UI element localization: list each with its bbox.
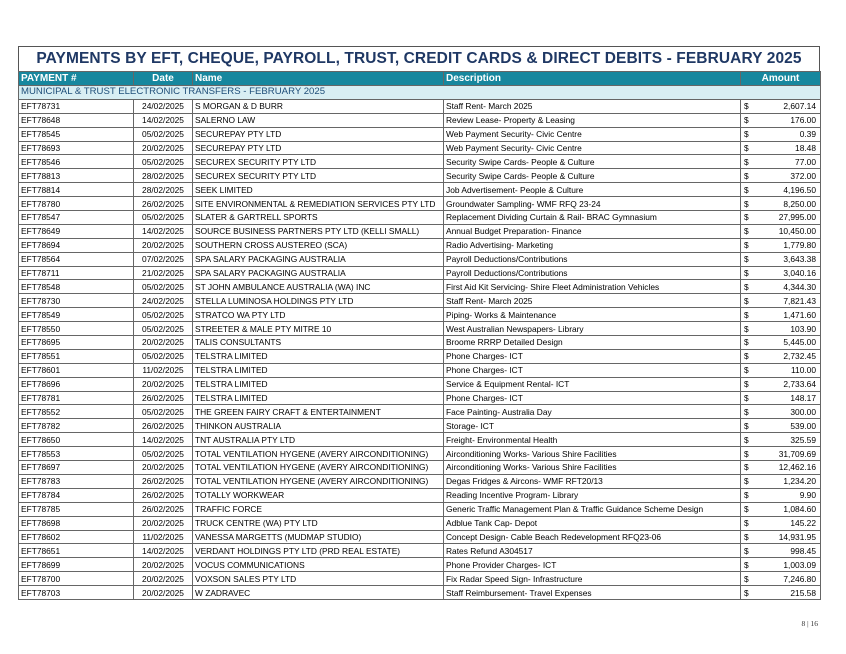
date-cell: 14/02/2025	[134, 113, 193, 127]
name-cell: VOCUS COMMUNICATIONS	[193, 558, 444, 572]
col-header-amount: Amount	[741, 72, 821, 86]
table-row	[19, 433, 821, 447]
date-cell: 05/02/2025	[134, 322, 193, 336]
name-cell: VERDANT HOLDINGS PTY LTD (PRD REAL ESTATE)	[193, 544, 444, 558]
name-cell: TOTAL VENTILATION HYGENE (AVERY AIRCONDITIONING)	[193, 447, 444, 461]
name-cell: TRUCK CENTRE (WA) PTY LTD	[193, 516, 444, 530]
date-cell: 05/02/2025	[134, 280, 193, 294]
date-cell: 26/02/2025	[134, 474, 193, 488]
payment-id-cell: EFT78651	[19, 544, 134, 558]
payment-id-cell: EFT78711	[19, 266, 134, 280]
name-cell: SPA SALARY PACKAGING AUSTRALIA	[193, 252, 444, 266]
date-cell: 26/02/2025	[134, 419, 193, 433]
payment-id-cell: EFT78785	[19, 502, 134, 516]
name-cell: SECUREPAY PTY LTD	[193, 127, 444, 141]
date-cell: 07/02/2025	[134, 252, 193, 266]
currency-cell: $	[741, 211, 759, 225]
payment-id-cell: EFT78781	[19, 391, 134, 405]
name-cell: THE GREEN FAIRY CRAFT & ENTERTAINMENT	[193, 405, 444, 419]
description-cell: Phone Provider Charges- ICT	[444, 558, 741, 572]
name-cell: SECUREX SECURITY PTY LTD	[193, 169, 444, 183]
section-title: MUNICIPAL & TRUST ELECTRONIC TRANSFERS - FEBRUARY 2025	[19, 86, 821, 100]
currency-cell: $	[741, 474, 759, 488]
name-cell: TOTAL VENTILATION HYGENE (AVERY AIRCONDITIONING)	[193, 474, 444, 488]
currency-cell: $	[741, 238, 759, 252]
amount-cell: 2,607.14	[759, 99, 821, 113]
currency-cell: $	[741, 363, 759, 377]
date-cell: 28/02/2025	[134, 169, 193, 183]
currency-cell: $	[741, 294, 759, 308]
description-cell: Replacement Dividing Curtain & Rail- BRAC Gymnasium	[444, 211, 741, 225]
name-cell: TOTAL VENTILATION HYGENE (AVERY AIRCONDITIONING)	[193, 461, 444, 475]
table-row	[19, 211, 821, 225]
date-cell: 05/02/2025	[134, 127, 193, 141]
description-cell: Web Payment Security- Civic Centre	[444, 127, 741, 141]
description-cell: Payroll Deductions/Contributions	[444, 252, 741, 266]
name-cell: STREETER & MALE PTY MITRE 10	[193, 322, 444, 336]
amount-cell: 1,003.09	[759, 558, 821, 572]
currency-cell: $	[741, 280, 759, 294]
description-cell: Phone Charges- ICT	[444, 391, 741, 405]
table-row	[19, 169, 821, 183]
payment-id-cell: EFT78814	[19, 183, 134, 197]
name-cell: TRAFFIC FORCE	[193, 502, 444, 516]
amount-cell: 4,196.50	[759, 183, 821, 197]
payment-id-cell: EFT78693	[19, 141, 134, 155]
date-cell: 20/02/2025	[134, 586, 193, 600]
amount-cell: 148.17	[759, 391, 821, 405]
payment-id-cell: EFT78552	[19, 405, 134, 419]
amount-cell: 1,779.80	[759, 238, 821, 252]
table-row	[19, 99, 821, 113]
currency-cell: $	[741, 224, 759, 238]
currency-cell: $	[741, 349, 759, 363]
name-cell: VOXSON SALES PTY LTD	[193, 572, 444, 586]
amount-cell: 14,931.95	[759, 530, 821, 544]
currency-cell: $	[741, 488, 759, 502]
currency-cell: $	[741, 419, 759, 433]
currency-cell: $	[741, 377, 759, 391]
table-row	[19, 502, 821, 516]
amount-cell: 372.00	[759, 169, 821, 183]
currency-cell: $	[741, 252, 759, 266]
date-cell: 20/02/2025	[134, 377, 193, 391]
table-row	[19, 127, 821, 141]
amount-cell: 0.39	[759, 127, 821, 141]
payment-id-cell: EFT78649	[19, 224, 134, 238]
description-cell: Review Lease- Property & Leasing	[444, 113, 741, 127]
table-row	[19, 308, 821, 322]
description-cell: Reading Incentive Program- Library	[444, 488, 741, 502]
date-cell: 14/02/2025	[134, 544, 193, 558]
amount-cell: 7,246.80	[759, 572, 821, 586]
name-cell: SOUTHERN CROSS AUSTEREO (SCA)	[193, 238, 444, 252]
date-cell: 28/02/2025	[134, 183, 193, 197]
amount-cell: 300.00	[759, 405, 821, 419]
description-cell: Staff Rent- March 2025	[444, 99, 741, 113]
table-row	[19, 113, 821, 127]
description-cell: Generic Traffic Management Plan & Traffic Guidance Scheme Design	[444, 502, 741, 516]
date-cell: 20/02/2025	[134, 336, 193, 350]
name-cell: S MORGAN & D BURR	[193, 99, 444, 113]
amount-cell: 8,250.00	[759, 197, 821, 211]
table-row	[19, 572, 821, 586]
description-cell: Security Swipe Cards- People & Culture	[444, 169, 741, 183]
description-cell: Airconditioning Works- Various Shire Facilities	[444, 447, 741, 461]
description-cell: Job Advertisement- People & Culture	[444, 183, 741, 197]
date-cell: 14/02/2025	[134, 224, 193, 238]
section-row	[19, 86, 821, 100]
payment-id-cell: EFT78550	[19, 322, 134, 336]
name-cell: THINKON AUSTRALIA	[193, 419, 444, 433]
amount-cell: 215.58	[759, 586, 821, 600]
date-cell: 11/02/2025	[134, 530, 193, 544]
payment-id-cell: EFT78601	[19, 363, 134, 377]
table-row	[19, 391, 821, 405]
table-row	[19, 197, 821, 211]
payment-id-cell: EFT78548	[19, 280, 134, 294]
description-cell: Phone Charges- ICT	[444, 363, 741, 377]
amount-cell: 998.45	[759, 544, 821, 558]
payment-id-cell: EFT78783	[19, 474, 134, 488]
table-row	[19, 447, 821, 461]
amount-cell: 18.48	[759, 141, 821, 155]
name-cell: STRATCO WA PTY LTD	[193, 308, 444, 322]
currency-cell: $	[741, 155, 759, 169]
payment-id-cell: EFT78784	[19, 488, 134, 502]
date-cell: 05/02/2025	[134, 308, 193, 322]
amount-cell: 2,733.64	[759, 377, 821, 391]
date-cell: 14/02/2025	[134, 433, 193, 447]
name-cell: STELLA LUMINOSA HOLDINGS PTY LTD	[193, 294, 444, 308]
payment-id-cell: EFT78553	[19, 447, 134, 461]
table-row	[19, 586, 821, 600]
table-row	[19, 544, 821, 558]
amount-cell: 31,709.69	[759, 447, 821, 461]
payment-id-cell: EFT78551	[19, 349, 134, 363]
date-cell: 05/02/2025	[134, 349, 193, 363]
payment-id-cell: EFT78780	[19, 197, 134, 211]
description-cell: Security Swipe Cards- People & Culture	[444, 155, 741, 169]
payments-report	[18, 46, 820, 600]
payment-id-cell: EFT78546	[19, 155, 134, 169]
amount-cell: 4,344.30	[759, 280, 821, 294]
name-cell: TNT AUSTRALIA PTY LTD	[193, 433, 444, 447]
col-header-payment: PAYMENT #	[19, 72, 134, 86]
amount-cell: 2,732.45	[759, 349, 821, 363]
amount-cell: 27,995.00	[759, 211, 821, 225]
table-row	[19, 294, 821, 308]
name-cell: TELSTRA LIMITED	[193, 377, 444, 391]
payment-id-cell: EFT78695	[19, 336, 134, 350]
payment-id-cell: EFT78694	[19, 238, 134, 252]
name-cell: SITE ENVIRONMENTAL & REMEDIATION SERVICES PTY LTD	[193, 197, 444, 211]
currency-cell: $	[741, 586, 759, 600]
name-cell: TALIS CONSULTANTS	[193, 336, 444, 350]
table-row	[19, 224, 821, 238]
currency-cell: $	[741, 99, 759, 113]
currency-cell: $	[741, 447, 759, 461]
name-cell: SECUREPAY PTY LTD	[193, 141, 444, 155]
currency-cell: $	[741, 169, 759, 183]
payment-id-cell: EFT78697	[19, 461, 134, 475]
amount-cell: 110.00	[759, 363, 821, 377]
currency-cell: $	[741, 391, 759, 405]
col-header-description: Description	[444, 72, 741, 86]
description-cell: Staff Reimbursement- Travel Expenses	[444, 586, 741, 600]
description-cell: West Australian Newspapers- Library	[444, 322, 741, 336]
date-cell: 05/02/2025	[134, 211, 193, 225]
date-cell: 20/02/2025	[134, 558, 193, 572]
amount-cell: 1,234.20	[759, 474, 821, 488]
description-cell: Freight- Environmental Health	[444, 433, 741, 447]
date-cell: 05/02/2025	[134, 155, 193, 169]
currency-cell: $	[741, 141, 759, 155]
amount-cell: 9.90	[759, 488, 821, 502]
table-row	[19, 322, 821, 336]
report-title: PAYMENTS BY EFT, CHEQUE, PAYROLL, TRUST, CREDIT CARDS & DIRECT DEBITS - FEBRUARY 2025	[18, 46, 820, 71]
table-row	[19, 474, 821, 488]
description-cell: Annual Budget Preparation- Finance	[444, 224, 741, 238]
currency-cell: $	[741, 502, 759, 516]
date-cell: 11/02/2025	[134, 363, 193, 377]
table-row	[19, 377, 821, 391]
date-cell: 24/02/2025	[134, 99, 193, 113]
date-cell: 05/02/2025	[134, 405, 193, 419]
table-row	[19, 516, 821, 530]
amount-cell: 1,084.60	[759, 502, 821, 516]
amount-cell: 103.90	[759, 322, 821, 336]
currency-cell: $	[741, 530, 759, 544]
name-cell: ST JOHN AMBULANCE AUSTRALIA (WA) INC	[193, 280, 444, 294]
table-row	[19, 252, 821, 266]
description-cell: Storage- ICT	[444, 419, 741, 433]
currency-cell: $	[741, 433, 759, 447]
table-row	[19, 141, 821, 155]
name-cell: SECUREX SECURITY PTY LTD	[193, 155, 444, 169]
name-cell: SALERNO LAW	[193, 113, 444, 127]
currency-cell: $	[741, 558, 759, 572]
name-cell: SOURCE BUSINESS PARTNERS PTY LTD (KELLI SMALL)	[193, 224, 444, 238]
currency-cell: $	[741, 572, 759, 586]
description-cell: Radio Advertising- Marketing	[444, 238, 741, 252]
description-cell: Web Payment Security- Civic Centre	[444, 141, 741, 155]
payment-id-cell: EFT78648	[19, 113, 134, 127]
payment-id-cell: EFT78696	[19, 377, 134, 391]
date-cell: 20/02/2025	[134, 516, 193, 530]
amount-cell: 3,040.16	[759, 266, 821, 280]
payment-id-cell: EFT78703	[19, 586, 134, 600]
date-cell: 21/02/2025	[134, 266, 193, 280]
table-row	[19, 266, 821, 280]
description-cell: Adblue Tank Cap- Depot	[444, 516, 741, 530]
currency-cell: $	[741, 461, 759, 475]
date-cell: 26/02/2025	[134, 502, 193, 516]
description-cell: Concept Design- Cable Beach Redevelopment RFQ23-06	[444, 530, 741, 544]
table-row	[19, 419, 821, 433]
payment-id-cell: EFT78650	[19, 433, 134, 447]
payment-id-cell: EFT78602	[19, 530, 134, 544]
amount-cell: 1,471.60	[759, 308, 821, 322]
currency-cell: $	[741, 308, 759, 322]
description-cell: Face Painting- Australia Day	[444, 405, 741, 419]
name-cell: SLATER & GARTRELL SPORTS	[193, 211, 444, 225]
name-cell: TELSTRA LIMITED	[193, 363, 444, 377]
table-row	[19, 488, 821, 502]
date-cell: 20/02/2025	[134, 141, 193, 155]
table-row	[19, 461, 821, 475]
date-cell: 26/02/2025	[134, 488, 193, 502]
name-cell: SPA SALARY PACKAGING AUSTRALIA	[193, 266, 444, 280]
amount-cell: 12,462.16	[759, 461, 821, 475]
amount-cell: 145.22	[759, 516, 821, 530]
payments-table	[18, 71, 821, 600]
name-cell: SEEK LIMITED	[193, 183, 444, 197]
payment-id-cell: EFT78549	[19, 308, 134, 322]
currency-cell: $	[741, 183, 759, 197]
currency-cell: $	[741, 322, 759, 336]
date-cell: 24/02/2025	[134, 294, 193, 308]
date-cell: 26/02/2025	[134, 391, 193, 405]
description-cell: Piping- Works & Maintenance	[444, 308, 741, 322]
table-header-row	[19, 72, 821, 86]
amount-cell: 77.00	[759, 155, 821, 169]
col-header-name: Name	[193, 72, 444, 86]
description-cell: Service & Equipment Rental- ICT	[444, 377, 741, 391]
description-cell: Fix Radar Speed Sign- Infrastructure	[444, 572, 741, 586]
currency-cell: $	[741, 113, 759, 127]
description-cell: Rates Refund A304517	[444, 544, 741, 558]
table-row	[19, 363, 821, 377]
amount-cell: 325.59	[759, 433, 821, 447]
table-row	[19, 238, 821, 252]
amount-cell: 7,821.43	[759, 294, 821, 308]
table-row	[19, 405, 821, 419]
description-cell: Phone Charges- ICT	[444, 349, 741, 363]
table-row	[19, 558, 821, 572]
description-cell: Groundwater Sampling- WMF RFQ 23-24	[444, 197, 741, 211]
currency-cell: $	[741, 544, 759, 558]
date-cell: 20/02/2025	[134, 461, 193, 475]
payment-id-cell: EFT78700	[19, 572, 134, 586]
amount-cell: 3,643.38	[759, 252, 821, 266]
currency-cell: $	[741, 197, 759, 211]
name-cell: VANESSA MARGETTS (MUDMAP STUDIO)	[193, 530, 444, 544]
currency-cell: $	[741, 516, 759, 530]
date-cell: 26/02/2025	[134, 197, 193, 211]
payment-id-cell: EFT78699	[19, 558, 134, 572]
date-cell: 20/02/2025	[134, 572, 193, 586]
table-row	[19, 155, 821, 169]
table-row	[19, 183, 821, 197]
payment-id-cell: EFT78545	[19, 127, 134, 141]
page-number: 8 | 16	[801, 619, 818, 628]
description-cell: Payroll Deductions/Contributions	[444, 266, 741, 280]
table-row	[19, 349, 821, 363]
amount-cell: 176.00	[759, 113, 821, 127]
payment-id-cell: EFT78813	[19, 169, 134, 183]
payment-id-cell: EFT78547	[19, 211, 134, 225]
description-cell: Staff Rent- March 2025	[444, 294, 741, 308]
table-row	[19, 280, 821, 294]
payment-id-cell: EFT78782	[19, 419, 134, 433]
currency-cell: $	[741, 127, 759, 141]
description-cell: Broome RRRP Detailed Design	[444, 336, 741, 350]
date-cell: 20/02/2025	[134, 238, 193, 252]
table-row	[19, 530, 821, 544]
currency-cell: $	[741, 266, 759, 280]
date-cell: 05/02/2025	[134, 447, 193, 461]
name-cell: TOTALLY WORKWEAR	[193, 488, 444, 502]
payment-id-cell: EFT78564	[19, 252, 134, 266]
description-cell: Airconditioning Works- Various Shire Facilities	[444, 461, 741, 475]
name-cell: TELSTRA LIMITED	[193, 391, 444, 405]
payment-id-cell: EFT78698	[19, 516, 134, 530]
description-cell: Degas Fridges & Aircons- WMF RFT20/13	[444, 474, 741, 488]
name-cell: TELSTRA LIMITED	[193, 349, 444, 363]
col-header-date: Date	[134, 72, 193, 86]
payment-id-cell: EFT78731	[19, 99, 134, 113]
currency-cell: $	[741, 336, 759, 350]
payment-id-cell: EFT78730	[19, 294, 134, 308]
description-cell: First Aid Kit Servicing- Shire Fleet Administration Vehicles	[444, 280, 741, 294]
name-cell: W ZADRAVEC	[193, 586, 444, 600]
amount-cell: 539.00	[759, 419, 821, 433]
currency-cell: $	[741, 405, 759, 419]
amount-cell: 5,445.00	[759, 336, 821, 350]
amount-cell: 10,450.00	[759, 224, 821, 238]
table-row	[19, 336, 821, 350]
